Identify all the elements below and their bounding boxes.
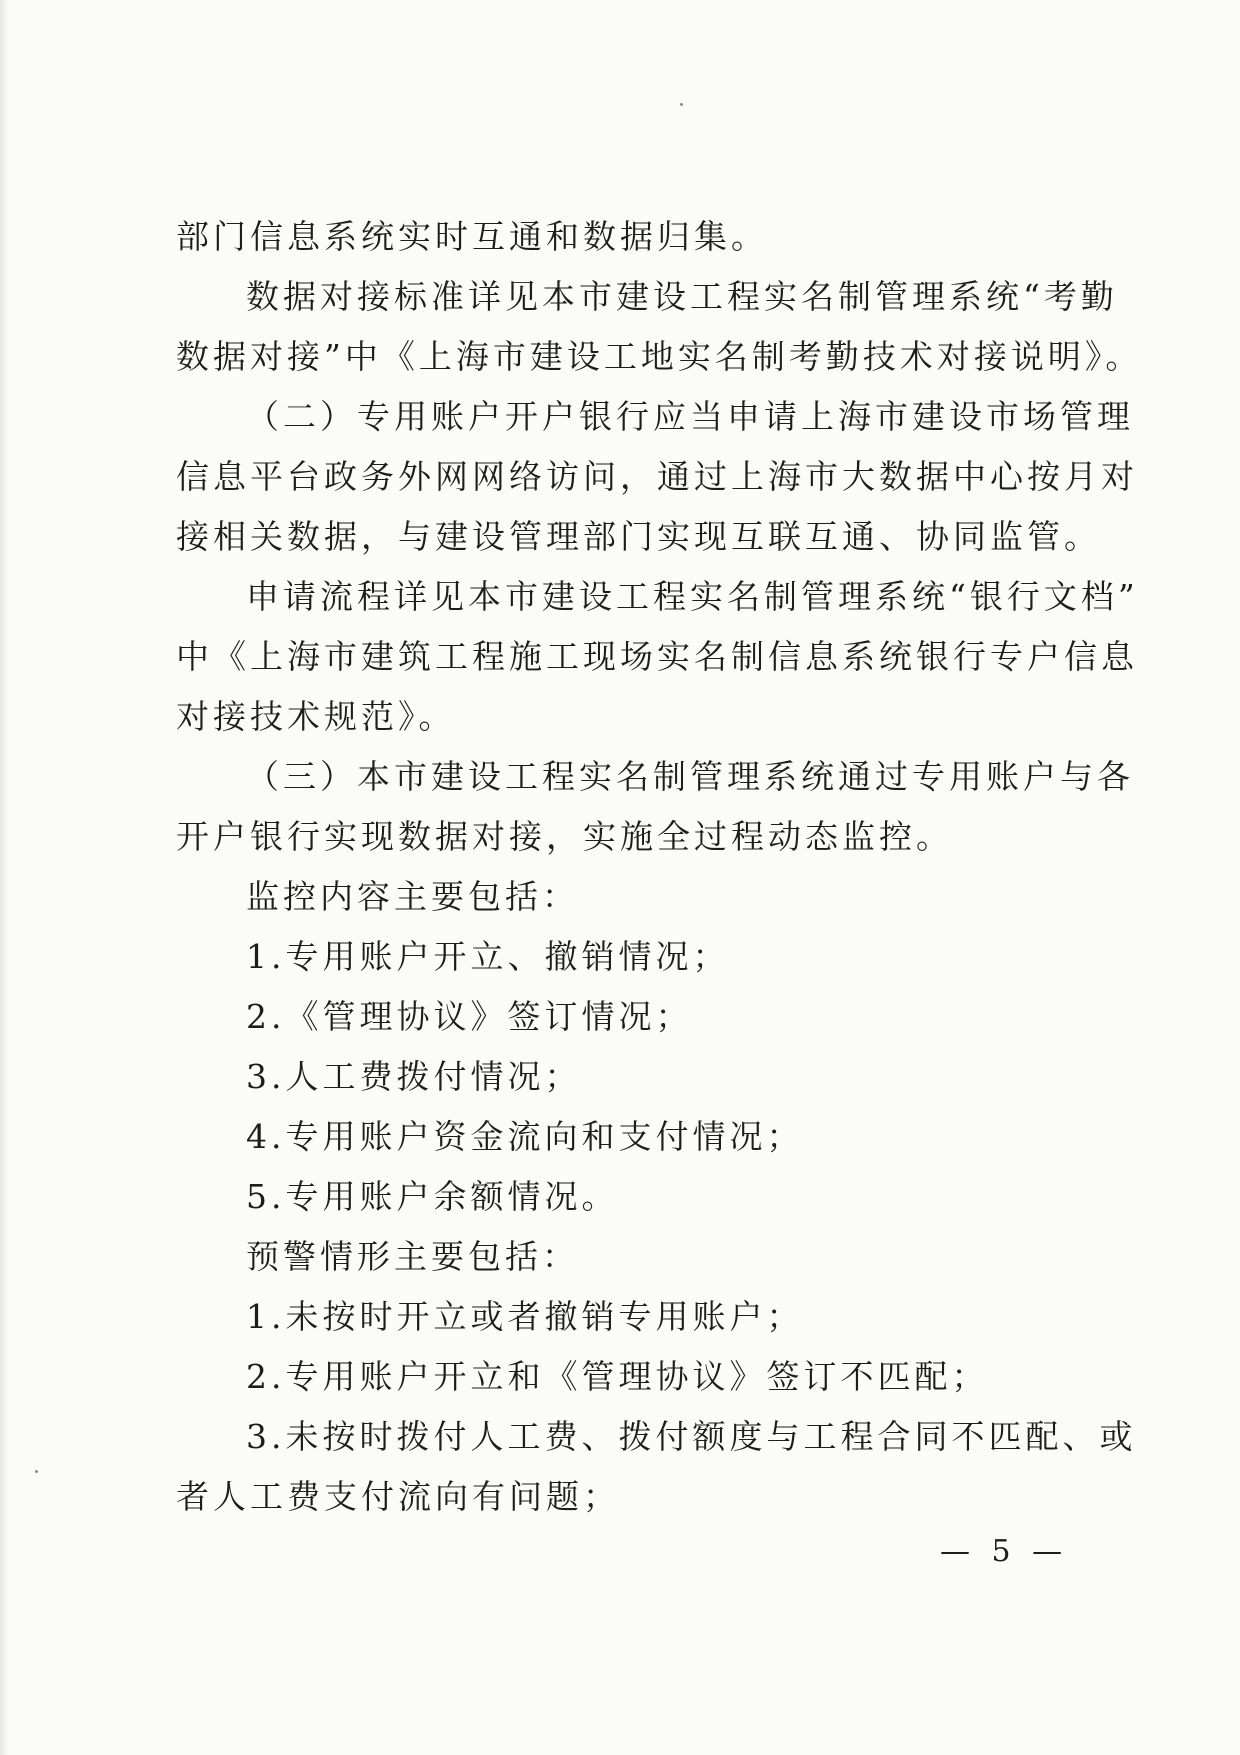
paragraph-line: 申请流程详见本市建设工程实名制管理系统“银行文档” (246, 577, 1139, 616)
paragraph-line: 接相关数据，与建设管理部门实现互联互通、协同监管。 (176, 517, 1101, 556)
page-number: — 5 — (940, 1534, 1069, 1569)
list-item: 1.专用账户开立、撤销情况； (246, 937, 730, 976)
document-body (176, 207, 1143, 1527)
paragraph-line: 对接技术规范》。 (176, 697, 456, 736)
list-item: 2.专用账户开立和《管理协议》签订不匹配； (246, 1357, 989, 1396)
scan-speck (35, 1470, 38, 1473)
paragraph-line: 监控内容主要包括： (246, 877, 579, 916)
list-item: 3.人工费拨付情况； (246, 1057, 582, 1096)
scan-speck (680, 103, 683, 106)
paragraph-line: 信息平台政务外网网络访问，通过上海市大数据中心按月对 (176, 457, 1138, 496)
scan-edge (0, 0, 8, 1755)
list-item: 5.专用账户余额情况。 (246, 1177, 619, 1216)
paragraph-line: 部门信息系统实时互通和数据归集。 (176, 217, 768, 256)
paragraph-line: 预警情形主要包括： (246, 1237, 579, 1276)
paragraph-line: 开户银行实现数据对接，实施全过程动态监控。 (176, 817, 953, 856)
list-item: 3.未按时拨付人工费、拨付额度与工程合同不匹配、或 (246, 1417, 1137, 1456)
list-item: 2.《管理协议》签订情况； (246, 997, 693, 1036)
paragraph-line: 数据对接”中《上海市建设工地实名制考勤技术对接说明》。 (176, 337, 1143, 376)
list-item: 4.专用账户资金流向和支付情况； (246, 1117, 804, 1156)
paragraph-line: （二）专用账户开户银行应当申请上海市建设市场管理 (246, 397, 1134, 436)
paragraph-line: 数据对接标准详见本市建设工程实名制管理系统“考勤 (246, 277, 1118, 316)
list-item-continuation: 者人工费支付流向有问题； (176, 1477, 620, 1516)
list-item: 1.未按时开立或者撤销专用账户； (246, 1297, 804, 1336)
paragraph-line: 中《上海市建筑工程施工现场实名制信息系统银行专户信息 (176, 637, 1138, 676)
paragraph-line: （三）本市建设工程实名制管理系统通过专用账户与各 (246, 757, 1134, 796)
